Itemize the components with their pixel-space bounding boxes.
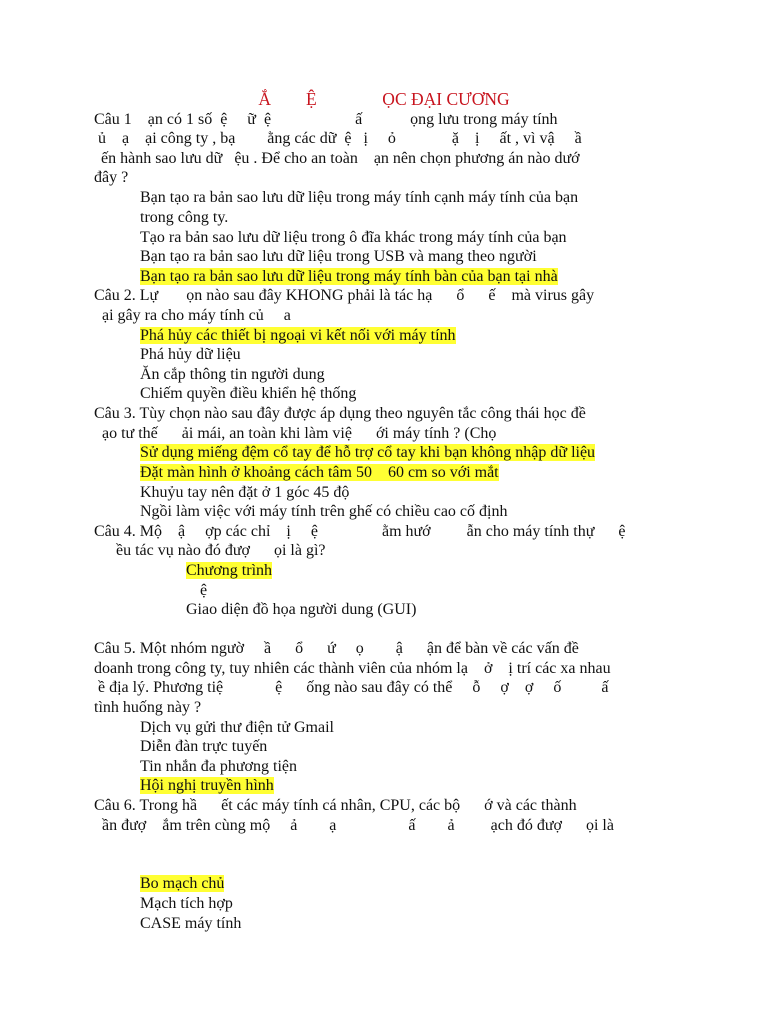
text-line: Dịch vụ gửi thư điện tử Gmail: [140, 719, 334, 736]
text-line: Bạn tạo ra bản sao lưu dữ liệu trong máy tính cạnh máy tính của bạn: [140, 189, 579, 206]
highlighted-answer-line: Đặt màn hình ở khoảng cách tâm 50 60 cm so với mắt: [140, 464, 499, 481]
text-line: ại gây ra cho máy tính củ a: [102, 307, 291, 324]
text-line: Phá hủy dữ liệu: [140, 346, 241, 363]
highlighted-answer-line: Sử dụng miếng đệm cổ tay để hỗ trợ cổ tay khi bạn không nhập dữ liệu: [140, 444, 596, 461]
text-line: ệ: [200, 582, 208, 599]
text-line: Ngồi làm việc với máy tính trên ghế có chiều cao cố định: [140, 503, 508, 520]
text-line: Câu 1 ạn có 1 số ệ ữ ệ ấ ọng lưu trong máy tính: [94, 111, 558, 128]
highlighted-answer-line: Phá hủy các thiết bị ngoại vi kết nối với máy tính: [140, 327, 456, 344]
text-line: ều tác vụ nào đó đượ ọi là gì?: [116, 542, 326, 559]
text-line: Tạo ra bản sao lưu dữ liệu trong ô đĩa khác trong máy tính của bạn: [140, 229, 567, 246]
text-line: Chiếm quyền điều khiển hệ thống: [140, 385, 357, 402]
text-line: Tin nhắn đa phương tiện: [140, 758, 297, 775]
text-line: ề địa lý. Phương tiệ ệ ống nào sau đây có thể ỗ ợ ợ ố ấ: [98, 679, 609, 696]
highlighted-answer-line: Bạn tạo ra bản sao lưu dữ liệu trong máy tính bàn của bạn tại nhà: [140, 268, 558, 285]
text-line: doanh trong công ty, tuy nhiên các thành viên của nhóm lạ ở ị trí các xa nhau: [94, 660, 611, 677]
text-line: CASE máy tính: [140, 915, 242, 932]
text-line: ạo tư thế ải mái, an toàn khi làm việ ới máy tính ? (Chọ: [102, 425, 497, 442]
page-title: Ắ Ệ ỌC ĐẠI CƯƠNG: [258, 89, 510, 109]
text-line: Bạn tạo ra bản sao lưu dữ liệu trong USB và mang theo người: [140, 248, 537, 265]
text-line: ần đượ ắm trên cùng mộ ả ạ ấ ả ạch đó đượ ọi là: [102, 817, 614, 834]
text-line: Câu 5. Một nhóm ngườ ầ ổ ứ ọ ậ ận để bàn về các vấn đề: [94, 640, 579, 657]
text-line: Câu 2. Lự ọn nào sau đây KHONG phải là tác hạ ổ ế mà virus gây: [94, 287, 595, 304]
text-line: Ăn cắp thông tin người dung: [140, 366, 325, 383]
text-line: Diễn đàn trực tuyến: [140, 738, 268, 755]
text-line: Câu 3. Tùy chọn nào sau đây được áp dụng theo nguyên tắc công thái học đề: [94, 405, 586, 422]
highlighted-answer-line: Chương trình: [186, 562, 273, 579]
text-line: Mạch tích hợp: [140, 895, 233, 912]
text-line: trong công ty.: [140, 209, 229, 226]
text-line: Câu 4. Mộ ậ ợp các chỉ ị ệ ằm hướ ẫn cho máy tính thự ệ: [94, 523, 626, 540]
highlighted-answer-line: Bo mạch chủ: [140, 875, 225, 892]
text-line: đây ?: [94, 169, 129, 186]
text-line: Khuỷu tay nên đặt ở 1 góc 45 độ: [140, 484, 350, 501]
highlighted-answer-line: Hội nghị truyền hình: [140, 777, 274, 794]
text-line: Câu 6. Trong hầ ết các máy tính cá nhân, CPU, các bộ ớ và các thành: [94, 797, 577, 814]
text-line: ến hành sao lưu dữ ệu . Để cho an toàn ạn nên chọn phương án nào dướ: [101, 150, 580, 167]
text-line: ủ ạ ại công ty , bạ ằng các dữ ệ ị ỏ ặ ị ất , vì vậ ầ: [98, 130, 582, 147]
text-line: tình huống này ?: [94, 699, 202, 716]
text-line: Giao diện đồ họa người dung (GUI): [186, 601, 417, 618]
